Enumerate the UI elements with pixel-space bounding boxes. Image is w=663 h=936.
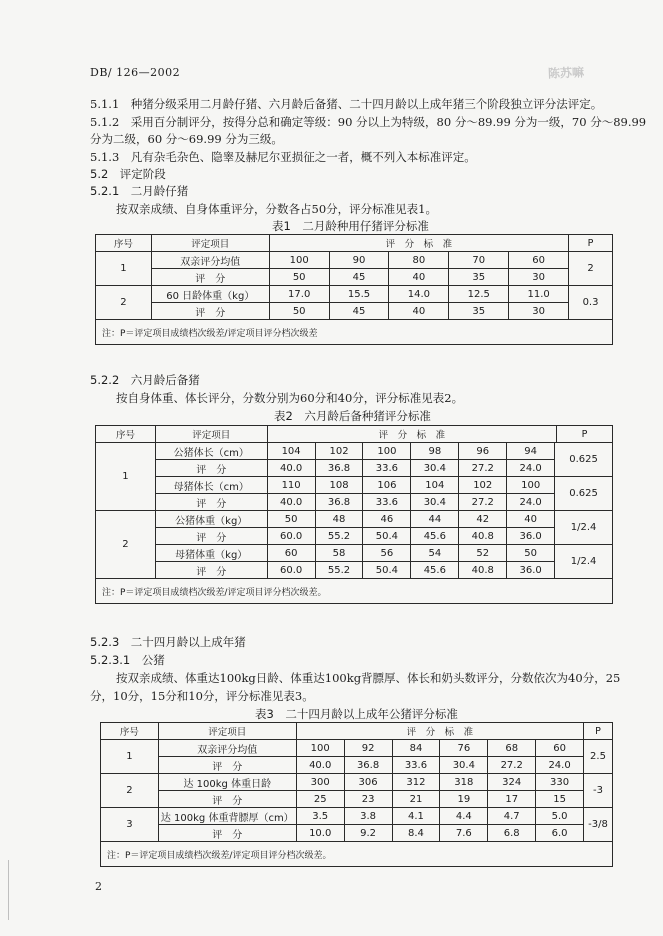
t1-header-p: P bbox=[569, 235, 613, 252]
t3-score-label: 评 分 bbox=[158, 825, 296, 842]
t2-score: 27.2 bbox=[459, 494, 507, 511]
t1-score: 45 bbox=[329, 303, 389, 320]
t2-score: 40.0 bbox=[267, 494, 315, 511]
table-1-caption: 表1 二月龄种用仔猪评分标准 bbox=[272, 219, 429, 233]
t3-value: 84 bbox=[392, 740, 440, 757]
t2-score: 36.0 bbox=[507, 528, 555, 545]
t3-score: 10.0 bbox=[296, 825, 344, 842]
t2-score: 30.4 bbox=[411, 460, 459, 477]
para-5-2-3-1-b: 分，10分，15分和10分，评分标准见表3。 bbox=[90, 689, 314, 703]
t2-score: 27.2 bbox=[459, 460, 507, 477]
t1-value: 14.0 bbox=[389, 286, 449, 303]
t2-value: 56 bbox=[363, 545, 411, 562]
t3-score: 40.0 bbox=[296, 757, 344, 774]
t1-score: 35 bbox=[449, 303, 509, 320]
t2-score: 36.0 bbox=[507, 562, 555, 579]
t2-value: 104 bbox=[411, 477, 459, 494]
t3-score: 23 bbox=[344, 791, 392, 808]
t3-value: 306 bbox=[344, 774, 392, 791]
t2-value: 46 bbox=[363, 511, 411, 528]
t2-header-standard: 评 分 标 准 bbox=[267, 426, 556, 443]
t3-header-item: 评定项目 bbox=[158, 723, 296, 740]
t1-p: 2 bbox=[569, 252, 613, 286]
t2-value: 44 bbox=[411, 511, 459, 528]
para-5-2-3-1-a: 按双亲成绩、体重达100kg日龄、体重达100kg背膘厚、体长和奶头数评分，分数依次为40分，25 bbox=[116, 671, 621, 685]
t2-p: 0.625 bbox=[555, 477, 613, 511]
section-5-2-2: 5.2.2 六月龄后备猪 bbox=[90, 373, 200, 387]
t2-score-label: 评 分 bbox=[155, 494, 267, 511]
t1-p: 0.3 bbox=[569, 286, 613, 320]
t2-value: 50 bbox=[507, 545, 555, 562]
para-5-1-2-b: 分为二级，60 分～69.99 分为三级。 bbox=[90, 132, 283, 146]
t1-value: 60 bbox=[509, 252, 569, 269]
t1-value: 70 bbox=[449, 252, 509, 269]
table-2-caption: 表2 六月龄后备种猪评分标准 bbox=[274, 409, 431, 423]
table-2-body bbox=[95, 442, 613, 604]
t3-value: 3.5 bbox=[296, 808, 344, 825]
t3-note: 注：P＝评定项目成绩档次级差/评定项目评分档次级差。 bbox=[101, 842, 613, 867]
t2-item: 公猪体长（cm） bbox=[155, 443, 267, 460]
t2-score: 60.0 bbox=[267, 562, 315, 579]
t2-value: 106 bbox=[363, 477, 411, 494]
t2-score: 50.4 bbox=[363, 528, 411, 545]
para-5-2-2: 按自身体重、体长评分，分数分别为60分和40分，评分标准见表2。 bbox=[116, 391, 464, 405]
t1-score: 40 bbox=[389, 269, 449, 286]
para-5-1-1: 5.1.1 种猪分级采用二月龄仔猪、六月龄后备猪、二十四月龄以上成年猪三个阶段独立评分法评定。 bbox=[90, 97, 603, 111]
t2-score: 24.0 bbox=[507, 494, 555, 511]
t2-p: 1/2.4 bbox=[555, 511, 613, 545]
table-3 bbox=[100, 722, 613, 867]
para-5-1-2-a: 5.1.2 采用百分制评分，按得分总和确定等级：90 分以上为特级，80 分～89.99 分为一级，70 分～89.99 bbox=[90, 115, 647, 129]
t2-score: 55.2 bbox=[315, 562, 363, 579]
t1-score: 45 bbox=[329, 269, 389, 286]
t3-item: 达 100kg 体重日龄 bbox=[158, 774, 296, 791]
t3-value: 4.4 bbox=[440, 808, 488, 825]
t2-score: 40.8 bbox=[459, 528, 507, 545]
t1-score: 50 bbox=[269, 303, 329, 320]
t3-value: 318 bbox=[440, 774, 488, 791]
section-5-2: 5.2 评定阶段 bbox=[90, 167, 166, 181]
t3-score-label: 评 分 bbox=[158, 757, 296, 774]
t2-value: 40 bbox=[507, 511, 555, 528]
t3-item: 达 100kg 体重背膘厚（cm） bbox=[158, 808, 296, 825]
t3-score: 8.4 bbox=[392, 825, 440, 842]
t2-score: 33.6 bbox=[363, 460, 411, 477]
t1-item: 60 日龄体重（kg） bbox=[151, 286, 269, 303]
t1-header-item: 评定项目 bbox=[151, 235, 269, 252]
t3-score: 24.0 bbox=[536, 757, 584, 774]
t2-score: 40.0 bbox=[267, 460, 315, 477]
t1-note: 注：P＝评定项目成绩档次级差/评定项目评分档次级差 bbox=[96, 320, 613, 345]
t2-value: 42 bbox=[459, 511, 507, 528]
t3-p: -3/8 bbox=[584, 808, 613, 842]
scan-edge-line bbox=[8, 860, 9, 920]
t2-no: 1 bbox=[96, 443, 156, 511]
t2-score: 50.4 bbox=[363, 562, 411, 579]
t2-value: 96 bbox=[459, 443, 507, 460]
t3-header-standard: 评 分 标 准 bbox=[296, 723, 583, 740]
page-number: 2 bbox=[95, 880, 102, 893]
t2-header-no: 序号 bbox=[96, 426, 156, 443]
t2-value: 48 bbox=[315, 511, 363, 528]
t3-value: 330 bbox=[536, 774, 584, 791]
t2-score-label: 评 分 bbox=[155, 528, 267, 545]
t3-header-p: P bbox=[584, 723, 613, 740]
t1-value: 100 bbox=[269, 252, 329, 269]
t3-score-label: 评 分 bbox=[158, 791, 296, 808]
t3-score: 30.4 bbox=[440, 757, 488, 774]
table-1 bbox=[95, 234, 613, 345]
t3-value: 76 bbox=[440, 740, 488, 757]
t1-value: 11.0 bbox=[509, 286, 569, 303]
t2-score: 36.8 bbox=[315, 494, 363, 511]
t2-score: 36.8 bbox=[315, 460, 363, 477]
t3-value: 312 bbox=[392, 774, 440, 791]
t2-p: 1/2.4 bbox=[555, 545, 613, 579]
t2-score: 55.2 bbox=[315, 528, 363, 545]
table-2 bbox=[95, 425, 613, 443]
t2-value: 104 bbox=[267, 443, 315, 460]
t1-value: 17.0 bbox=[269, 286, 329, 303]
t3-value: 100 bbox=[296, 740, 344, 757]
t2-value: 102 bbox=[315, 443, 363, 460]
t3-value: 92 bbox=[344, 740, 392, 757]
t3-score: 6.0 bbox=[536, 825, 584, 842]
t2-value: 110 bbox=[267, 477, 315, 494]
t1-value: 15.5 bbox=[329, 286, 389, 303]
t1-score: 30 bbox=[509, 269, 569, 286]
t2-score: 24.0 bbox=[507, 460, 555, 477]
t3-value: 5.0 bbox=[536, 808, 584, 825]
t2-score-label: 评 分 bbox=[155, 460, 267, 477]
t3-score: 36.8 bbox=[344, 757, 392, 774]
t2-p: 0.625 bbox=[555, 443, 613, 477]
t1-no: 1 bbox=[96, 252, 152, 286]
t3-p: 2.5 bbox=[584, 740, 613, 774]
t2-score-label: 评 分 bbox=[155, 562, 267, 579]
para-5-2-1: 按双亲成绩、自身体重评分，分数各占50分，评分标准见表1。 bbox=[116, 202, 437, 216]
t1-header-standard: 评 分 标 准 bbox=[269, 235, 568, 252]
t3-value: 3.8 bbox=[344, 808, 392, 825]
t2-score: 40.8 bbox=[459, 562, 507, 579]
table-3-caption: 表3 二十四月龄以上成年公猪评分标准 bbox=[255, 707, 458, 721]
t2-score: 45.6 bbox=[411, 528, 459, 545]
t1-score: 40 bbox=[389, 303, 449, 320]
t2-value: 100 bbox=[363, 443, 411, 460]
t2-value: 102 bbox=[459, 477, 507, 494]
t2-value: 52 bbox=[459, 545, 507, 562]
t1-value: 12.5 bbox=[449, 286, 509, 303]
t1-no: 2 bbox=[96, 286, 152, 320]
t3-score: 27.2 bbox=[488, 757, 536, 774]
t3-no: 1 bbox=[101, 740, 159, 774]
t3-value: 300 bbox=[296, 774, 344, 791]
section-5-2-3-1: 5.2.3.1 公猪 bbox=[90, 653, 165, 667]
t3-value: 60 bbox=[536, 740, 584, 757]
t1-score: 50 bbox=[269, 269, 329, 286]
document-code: DB/ 126—2002 bbox=[90, 66, 181, 79]
t1-value: 90 bbox=[329, 252, 389, 269]
t3-score: 9.2 bbox=[344, 825, 392, 842]
t1-item: 双亲评分均值 bbox=[151, 252, 269, 269]
t1-score-label: 评 分 bbox=[151, 303, 269, 320]
t2-value: 94 bbox=[507, 443, 555, 460]
t1-score-label: 评 分 bbox=[151, 269, 269, 286]
t2-value: 100 bbox=[507, 477, 555, 494]
t2-note: 注：P＝评定项目成绩档次级差/评定项目评分档次级差。 bbox=[96, 579, 613, 604]
t1-score: 35 bbox=[449, 269, 509, 286]
t2-header-item: 评定项目 bbox=[155, 426, 267, 443]
t3-value: 324 bbox=[488, 774, 536, 791]
t3-score: 25 bbox=[296, 791, 344, 808]
t2-score: 30.4 bbox=[411, 494, 459, 511]
t3-no: 3 bbox=[101, 808, 159, 842]
stamp-mark: 陈苏嘛 bbox=[547, 65, 585, 81]
t3-score: 17 bbox=[488, 791, 536, 808]
t2-value: 60 bbox=[267, 545, 315, 562]
para-5-1-3: 5.1.3 凡有杂毛杂色、隐睾及赫尼尔亚损征之一者，概不列入本标准评定。 bbox=[90, 150, 476, 164]
t2-item: 母猪体重（kg） bbox=[155, 545, 267, 562]
t2-item: 母猪体长（cm） bbox=[155, 477, 267, 494]
t3-value: 4.7 bbox=[488, 808, 536, 825]
t2-header-p: P bbox=[557, 426, 613, 443]
t2-no: 2 bbox=[96, 511, 156, 579]
t3-score: 33.6 bbox=[392, 757, 440, 774]
t2-value: 108 bbox=[315, 477, 363, 494]
t2-value: 54 bbox=[411, 545, 459, 562]
t3-no: 2 bbox=[101, 774, 159, 808]
t3-score: 19 bbox=[440, 791, 488, 808]
t2-value: 58 bbox=[315, 545, 363, 562]
t3-score: 7.6 bbox=[440, 825, 488, 842]
section-5-2-1: 5.2.1 二月龄仔猪 bbox=[90, 184, 189, 198]
t3-header-no: 序号 bbox=[101, 723, 159, 740]
t2-score: 60.0 bbox=[267, 528, 315, 545]
t3-score: 6.8 bbox=[488, 825, 536, 842]
t1-header-no: 序号 bbox=[96, 235, 152, 252]
t3-value: 4.1 bbox=[392, 808, 440, 825]
t3-score: 21 bbox=[392, 791, 440, 808]
section-5-2-3: 5.2.3 二十四月龄以上成年猪 bbox=[90, 635, 246, 649]
t2-value: 98 bbox=[411, 443, 459, 460]
t1-score: 30 bbox=[509, 303, 569, 320]
t3-p: -3 bbox=[584, 774, 613, 808]
t3-item: 双亲评分均值 bbox=[158, 740, 296, 757]
t2-value: 50 bbox=[267, 511, 315, 528]
t3-value: 68 bbox=[488, 740, 536, 757]
t2-item: 公猪体重（kg） bbox=[155, 511, 267, 528]
t2-score: 45.6 bbox=[411, 562, 459, 579]
t3-score: 15 bbox=[536, 791, 584, 808]
t1-value: 80 bbox=[389, 252, 449, 269]
t2-score: 33.6 bbox=[363, 494, 411, 511]
